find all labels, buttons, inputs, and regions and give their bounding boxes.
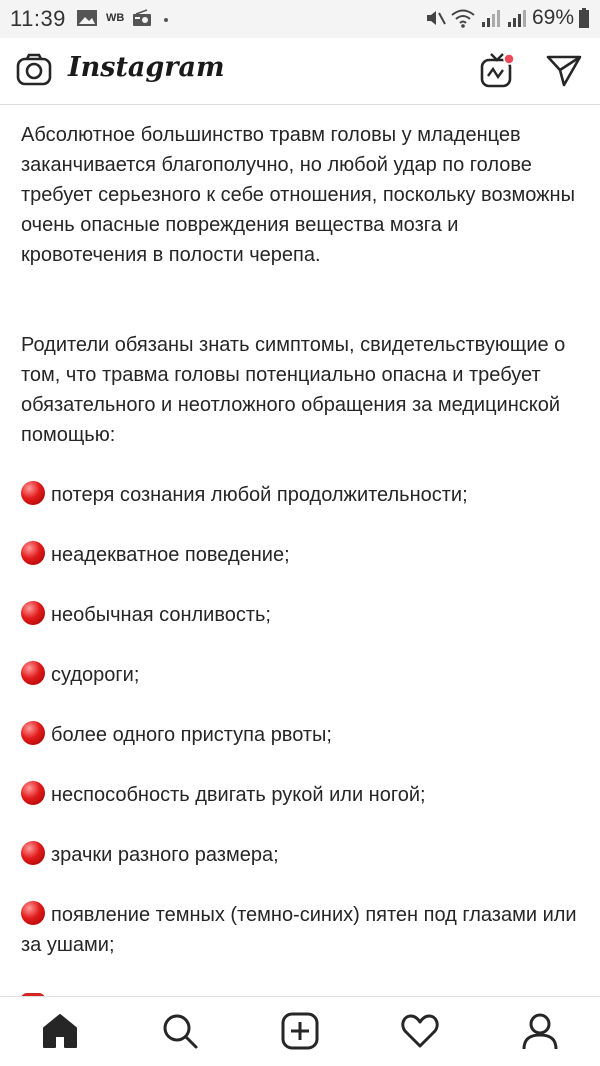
app-header [0,38,600,105]
red-circle-icon [21,661,45,685]
list-item-text: судороги; [51,664,140,686]
activity-heart-icon[interactable] [400,1011,440,1051]
caption-paragraph: Абсолютное большинство травм головы у младенцев заканчивается благополучно, но любой удар по голове требует серьезного к себе отношения, поскольку возможны очень опасные повреждения вещества мозга и кровотечения в полости черепа. [21,124,575,266]
carrier-badge: WB [106,12,125,24]
new-post-icon[interactable] [280,1011,320,1051]
igtv-icon[interactable] [478,50,516,90]
list-item-text: появление темных (темно-синих) пятен под глазами или за ушами; [21,904,577,956]
list-item [21,840,581,870]
list-item [21,540,581,570]
red-circle-icon [21,901,45,925]
status-system-icons [424,6,590,30]
caption-paragraph: Родители обязаны знать симптомы, свидетельствующие о том, что травма головы потенциально опасна и требует обязательного и неотложного обращения за медицинской помощью: [21,334,566,446]
direct-send-icon[interactable] [545,52,583,88]
list-item [21,900,581,960]
list-item-text: зрачки разного размера; [51,844,279,866]
radio-icon [132,9,152,27]
red-circle-icon [21,481,45,505]
list-item-text: потеря сознания любой продолжительности; [51,484,468,506]
bottom-nav [0,996,600,1066]
camera-icon[interactable] [16,52,52,88]
red-circle-icon [21,601,45,625]
battery-percent: 69% [531,6,574,29]
list-item [21,720,581,750]
mute-icon [424,7,446,29]
list-item [21,480,581,510]
home-icon[interactable] [40,1011,80,1051]
signal-icon [506,7,528,29]
instagram-logo: Instagram [68,52,225,83]
red-circle-icon [21,841,45,865]
image-icon [76,9,98,27]
wifi-icon [450,7,476,29]
profile-icon[interactable] [520,1011,560,1051]
signal-icon [480,7,502,29]
list-item-text: неспособность двигать рукой или ногой; [51,784,426,806]
red-circle-icon [21,541,45,565]
list-item [21,660,581,690]
list-item-text: более одного приступа рвоты; [51,724,332,746]
list-item-text: необычная сонливость; [51,604,271,626]
list-item [21,780,581,810]
red-circle-icon [21,781,45,805]
dot-icon [160,9,172,27]
post-caption [21,120,581,990]
search-icon[interactable] [160,1011,200,1051]
status-bar [0,0,600,38]
red-circle-icon [21,721,45,745]
status-time: 11:39 [10,6,66,31]
list-item-text: неадекватное поведение; [51,544,290,566]
notification-dot [504,54,514,64]
battery-icon [578,7,590,29]
status-notification-icons [76,9,172,27]
symptom-list [21,480,581,960]
list-item [21,600,581,630]
